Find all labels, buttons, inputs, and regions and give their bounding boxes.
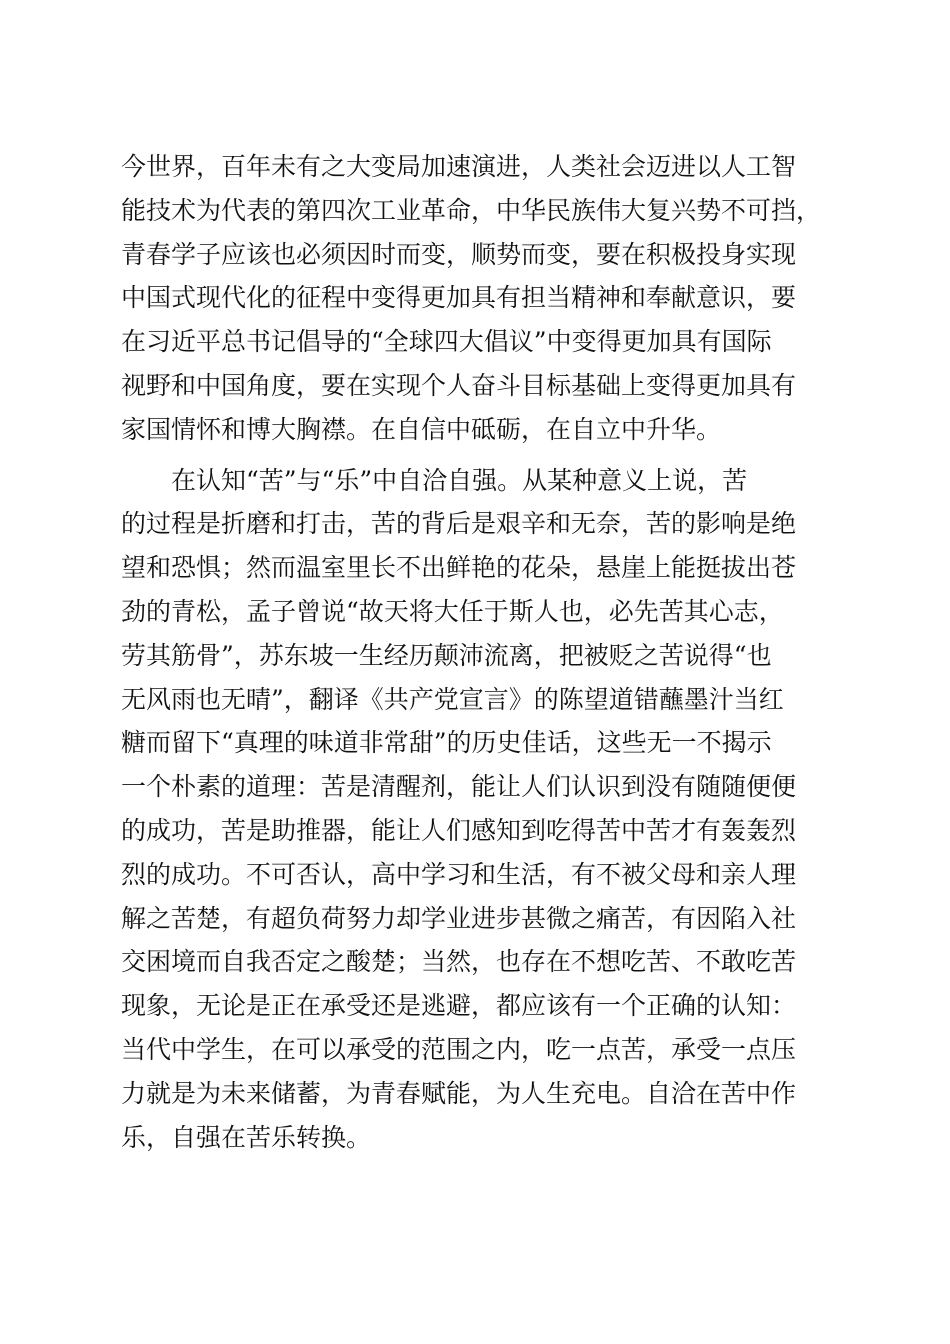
text-line: 劳其筋骨”，苏东坡一生经历颠沛流离，把被贬之苦说得“也 [121,640,772,670]
text-line: 在习近平总书记倡导的“全球四大倡议”中变得更加具有国际 [121,327,772,357]
text-line: 无风雨也无晴”，翻译《共产党宣言》的陈望道错蘸墨汁当红 [121,684,784,714]
text-line: 能技术为代表的第四次工业革命，中华民族伟大复兴势不可挡， [121,195,822,225]
paragraph-2 [121,459,841,1160]
text-line: 力就是为未来储蓄，为青春赋能，为人生充电。自洽在苦中作 [121,1078,797,1108]
document-body [121,145,841,1159]
text-line: 糖而留下“真理的味道非常甜”的历史佳话，这些无一不揭示 [121,728,772,758]
text-line: 劲的青松，孟子曾说“故天将大任于斯人也，必先苦其心志， [121,596,784,626]
text-line: 的成功，苦是助推器，能让人们感知到吃得苦中苦才有轰轰烈 [121,815,797,845]
text-line: 一个朴素的道理：苦是清醒剂，能让人们认识到没有随随便便 [121,772,797,802]
text-line: 今世界，百年未有之大变局加速演进，人类社会迈进以人工智 [121,152,797,181]
text-line: 家国情怀和博大胸襟。在自信中砥砺，在自立中升华。 [121,414,722,444]
text-line: 望和恐惧；然而温室里长不出鲜艳的花朵，悬崖上能挺拔出苍 [121,553,797,583]
text-line-first: 在认知“苦”与“乐”中自洽自强。从某种意义上说，苦 [171,465,748,495]
text-line: 现象，无论是正在承受还是逃避，都应该有一个正确的认知： [121,991,797,1021]
text-line: 交困境而自我否定之酸楚；当然，也存在不想吃苦、不敢吃苦 [121,947,797,977]
paragraph-gap [121,452,841,459]
paragraph-1 [121,145,841,452]
text-line: 中国式现代化的征程中变得更加具有担当精神和奉献意识，要 [121,283,797,313]
text-line: 解之苦楚，有超负荷努力却学业进步甚微之痛苦，有因陷入社 [121,903,797,933]
text-line: 烈的成功。不可否认，高中学习和生活，有不被父母和亲人理 [121,859,797,889]
text-line: 当代中学生，在可以承受的范围之内，吃一点苦，承受一点压 [121,1034,797,1064]
text-line: 的过程是折磨和打击，苦的背后是艰辛和无奈，苦的影响是绝 [121,509,797,539]
text-line: 视野和中国角度，要在实现个人奋斗目标基础上变得更加具有 [121,370,797,400]
text-line: 青春学子应该也必须因时而变，顺势而变，要在积极投身实现 [121,239,797,269]
text-line: 乐，自强在苦乐转换。 [121,1122,372,1152]
